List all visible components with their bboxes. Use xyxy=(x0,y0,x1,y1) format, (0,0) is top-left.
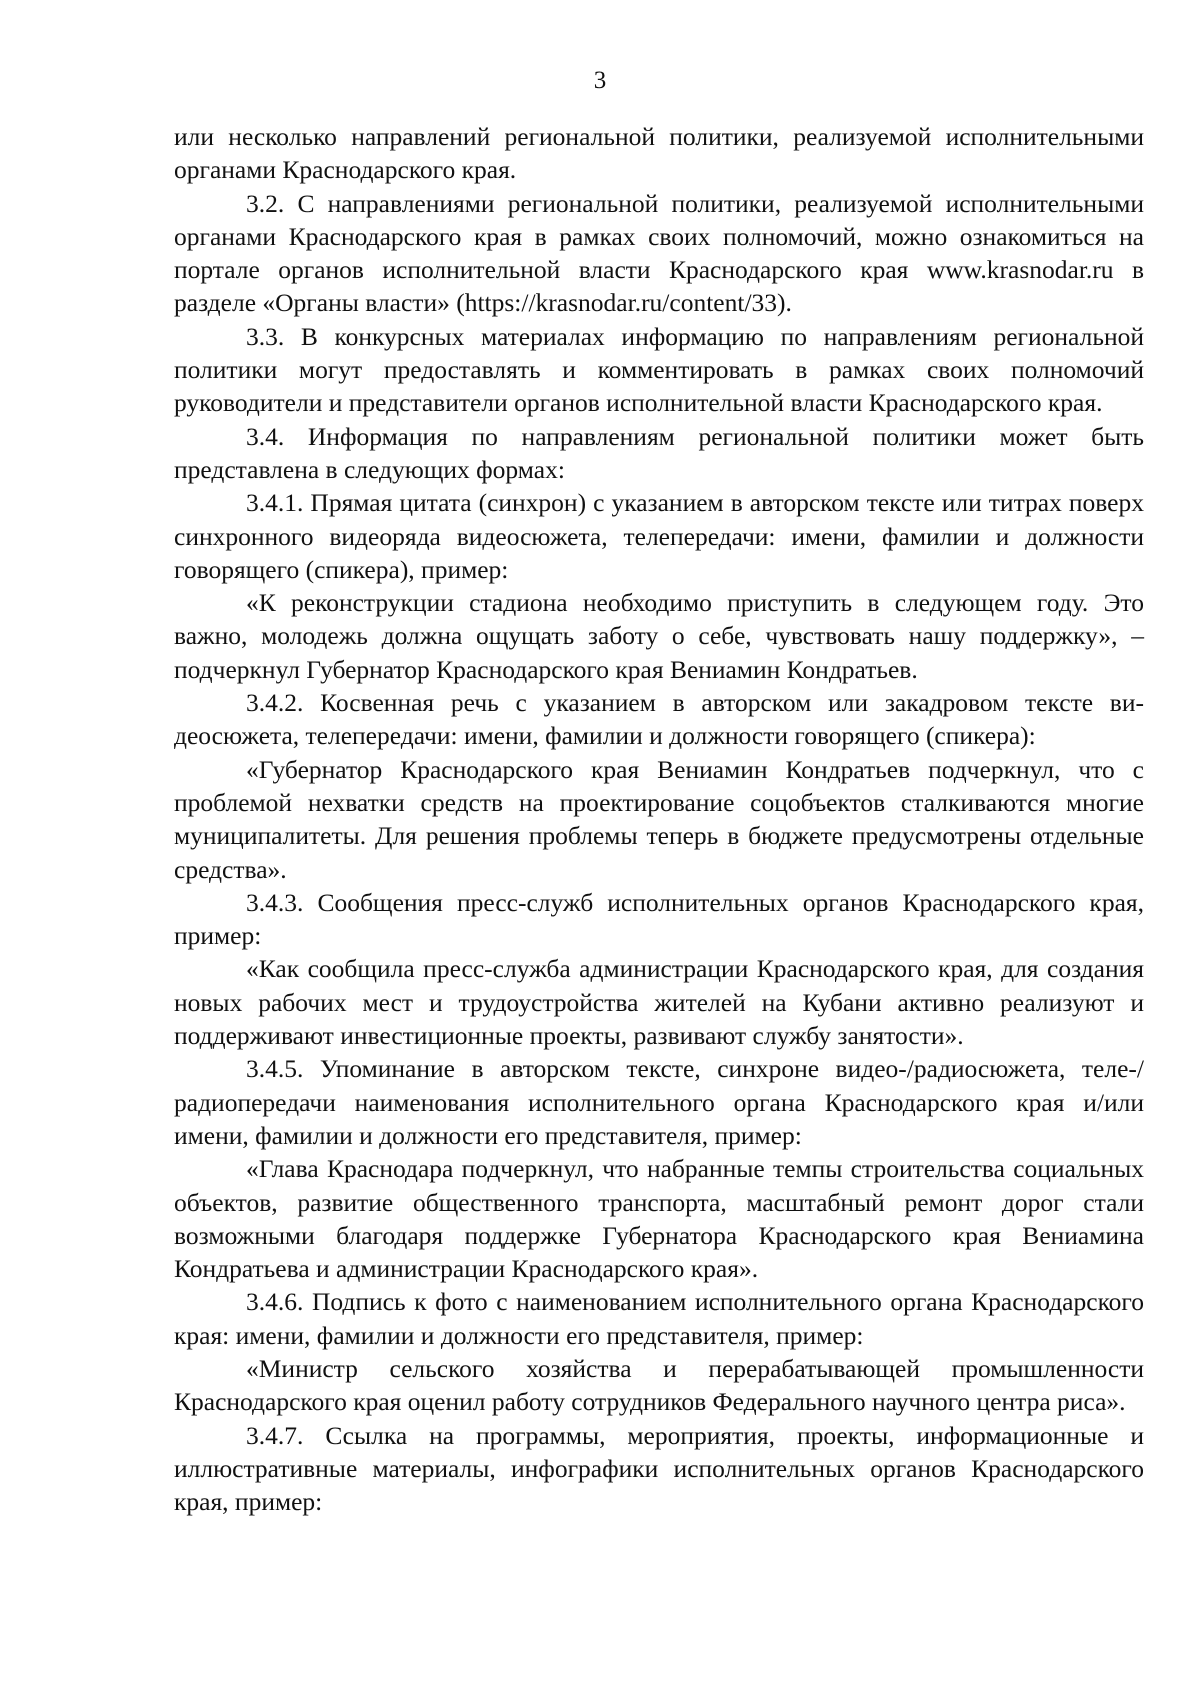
paragraph-3-3: 3.3. В конкурсных материалах информацию по направлениям региональной политики могут предоставлять и комментировать в рамках своих полномочий руководители и представители органов исполнительной власти Краснодарского края. xyxy=(174,321,1144,418)
quote-example-3-4-6: «Министр сельского хозяйства и перерабатывающей промышленности Краснодарского края оценил работу сотрудников Федерального научного центра риса». xyxy=(174,1353,1144,1417)
quote-example-3-4-2: «Губернатор Краснодарского края Вениамин Кондратьев подчеркнул, что с проблемой нехватки средств на проектирование соцобъектов сталкиваются многие муниципалитеты. Для решения проблемы теперь в бюджете предусмотрены отдельные средства». xyxy=(174,754,1144,884)
paragraph-3-4-3: 3.4.3. Сообщения пресс-служб исполнительных органов Краснодарского края, пример: xyxy=(174,887,1144,951)
quote-example-3-4-1: «К реконструкции стадиона необходимо приступить в следующем году. Это важно, молодежь должна ощущать заботу о себе, чувствовать нашу поддержку», – подчеркнул Губернатор Краснодарского края Вениамин Кондратьев. xyxy=(174,588,1144,684)
paragraph-3-2: 3.2. С направлениями региональной политики, реализуемой исполнительными органами Краснодарского края в рамках своих полномочий, можно ознакомиться на портале органов исполнительной власти Краснодарского края www.krasnodar.ru в разделе «Органы власти» (https://krasnodar.ru/content/33). xyxy=(174,188,1144,318)
paragraph-3-4: 3.4. Информация по направлениям региональной политики может быть представлена в следующих формах: xyxy=(174,421,1144,484)
paragraph-3-4-5: 3.4.5. Упоминание в авторском тексте, синхроне видео-/радиосюжета, теле-/радиопередачи наименования исполнительного органа Краснодарского края и/или имени, фамилии и должности его представителя, пример: xyxy=(174,1054,1144,1150)
paragraph-continuation: или несколько направлений региональной политики, реализуемой исполнительными органами Краснодарского края. xyxy=(174,122,1144,185)
quote-example-3-4-3: «Как сообщила пресс-служба администрации Краснодарского края, для создания новых рабочих мест и трудоустройства жителей на Кубани активно реализуют и поддерживают инвестиционные проекты, развивают службу занятости». xyxy=(174,954,1144,1051)
paragraph-3-4-7: 3.4.7. Ссылка на программы, мероприятия, проекты, информационные и иллюстративные материалы, инфографики исполнительных органов Краснодарского края, пример: xyxy=(174,1420,1144,1517)
paragraph-3-4-6: 3.4.6. Подпись к фото с наименованием исполнительного органа Краснодарского края: имени, фамилии и должности его представителя, пример: xyxy=(174,1287,1144,1350)
quote-example-3-4-5: «Глава Краснодара подчеркнул, что набранные темпы строительства социальных объектов, развитие общественного транспорта, масштабный ремонт дорог стали возможными благодаря поддержке Губернатора Краснодарского края Вениамина Кондратьева и администрации Краснодарского края». xyxy=(174,1154,1144,1284)
page-number: 3 xyxy=(593,67,607,94)
paragraph-3-4-1: 3.4.1. Прямая цитата (синхрон) с указанием в авторском тексте или титрах поверх синхронного видеоряда видеосюжета, телепередачи: имени, фамилии и должности говорящего (спикера), пример: xyxy=(174,488,1144,584)
paragraph-3-4-2: 3.4.2. Косвенная речь с указанием в авторском или закадровом тексте видеосюжета, телепередачи: имени, фамилии и должности говорящего (спикера): xyxy=(174,688,1144,751)
document-body xyxy=(174,120,1144,1518)
